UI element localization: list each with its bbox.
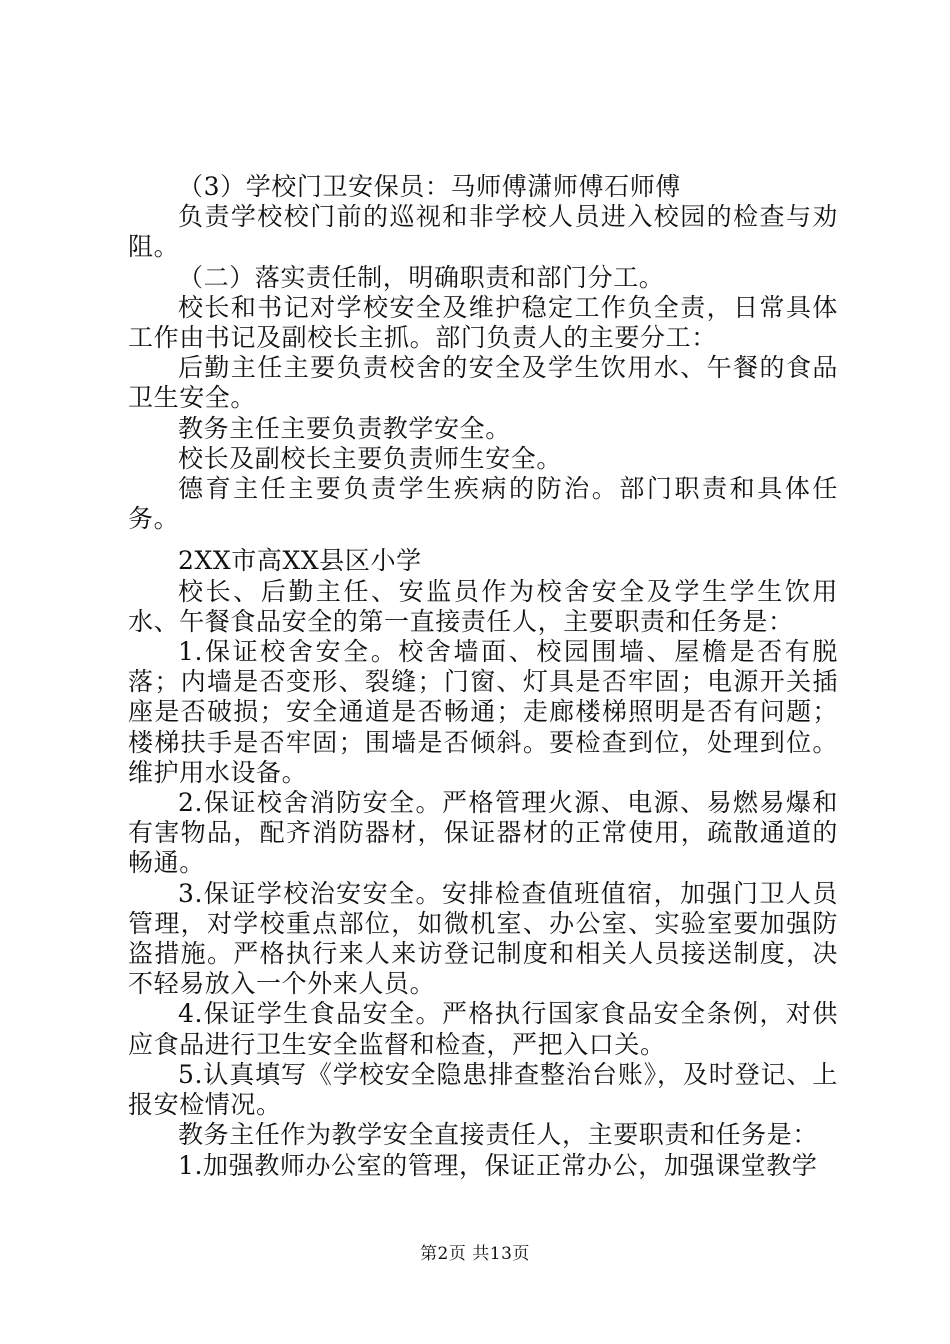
paragraph-principal-duty: 校长和书记对学校安全及维护稳定工作负全责，日常具体工作由书记及副校长主抓。部门负责人的主要分工：: [128, 292, 838, 353]
paragraph-moral-director: 德育主任主要负责学生疾病的防治。部门职责和具体任务。: [128, 474, 838, 534]
list-item-fire-safety: 2.保证校舍消防安全。严格管理火源、电源、易燃易爆和有害物品，配齐消防器材，保证器材的正常使用，疏散通道的畅通。: [128, 788, 838, 878]
list-item-security: 3.保证学校治安安全。安排检查值班值宿，加强门卫人员管理，对学校重点部位，如微机室、办公室、实验室要加强防盗措施。严格执行来人来访登记制度和相关人员接送制度，决不轻易放入一个外来人员。: [128, 878, 838, 999]
paragraph-teaching-safety: 教务主任作为教学安全直接责任人，主要职责和任务是：: [178, 1120, 819, 1150]
paragraph-academic-director: 教务主任主要负责教学安全。: [178, 413, 511, 443]
document-body: [128, 172, 838, 1181]
list-item-office-management: 1.加强教师办公室的管理，保证正常办公，加强课堂教学: [178, 1150, 818, 1180]
paragraph-vice-principal: 校长及副校长主要负责师生安全。: [178, 443, 563, 473]
list-item-building-safety: 1.保证校舍安全。校舍墙面、校园围墙、屋檐是否有脱落；内墙是否变形、裂缝；门窗、灯具是否牢固；电源开关插座是否破损；安全通道是否畅通；走廊楼梯照明是否有问题；楼梯扶手是否牢固；围墙是否倾斜。要检查到位，处理到位。维护用水设备。: [128, 637, 838, 787]
paragraph-gatekeepers: （3）学校门卫安保员：马师傅潇师傅石师傅: [178, 172, 681, 201]
paragraph-logistics-director: 后勤主任主要负责校舍的安全及学生饮用水、午餐的食品卫生安全。: [128, 353, 838, 413]
list-item-ledger: 5.认真填写《学校安全隐患排查整治台账》，及时登记、上报安检情况。: [128, 1059, 838, 1120]
page-footer: 第2页 共13页: [420, 1244, 530, 1264]
paragraph-first-responsible: 校长、后勤主任、安监员作为校舍安全及学生学生饮用水、午餐食品安全的第一直接责任人，主要职责和任务是：: [128, 576, 838, 636]
list-item-food-safety: 4.保证学生食品安全。严格执行国家食品安全条例，对供应食品进行卫生安全监督和检查，严把入口关。: [128, 999, 838, 1059]
section-heading-responsibility: （二）落实责任制，明确职责和部门分工。: [178, 262, 665, 292]
paragraph-gatekeeper-duty: 负责学校校门前的巡视和非学校人员进入校园的检查与劝阻。: [128, 202, 838, 262]
paragraph-school-name: 2XX市高XX县区小学: [178, 546, 422, 576]
